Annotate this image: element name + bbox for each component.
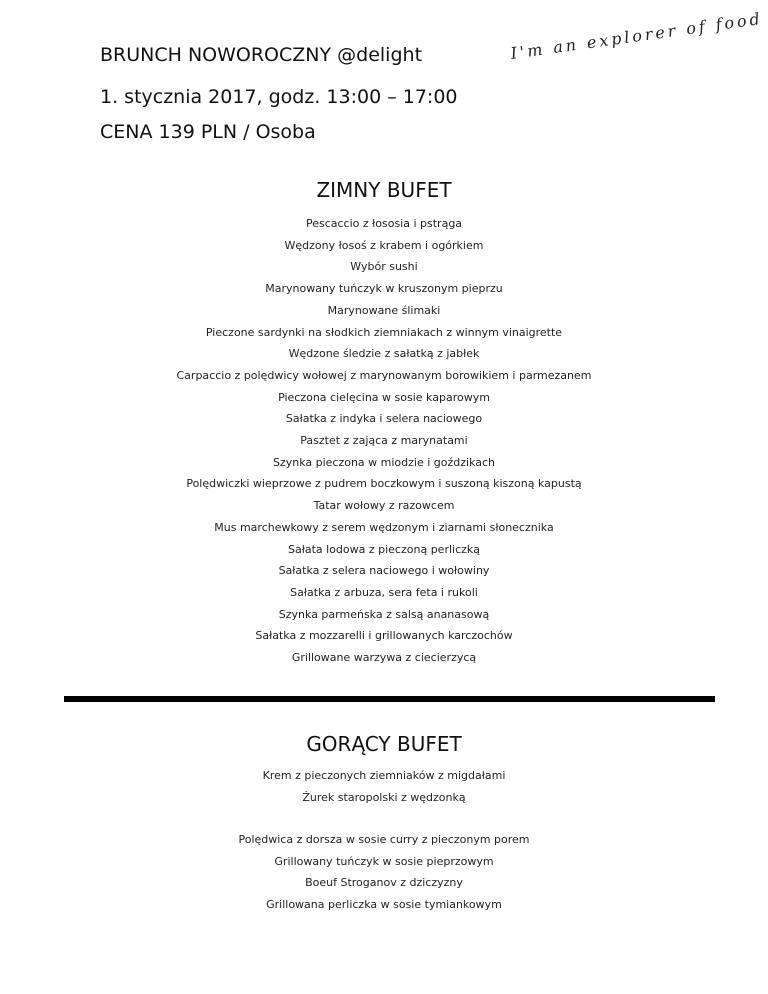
menu-item: Żurek staropolski z wędzonką (302, 790, 466, 804)
menu-item: Marynowany tuńczyk w kruszonym pieprzu (265, 282, 503, 296)
menu-item: Polędwica z dorsza w sosie curry z pieczonym porem (238, 833, 530, 846)
menu-item: Carpaccio z polędwicy wołowej z marynowanym borowikiem i parmezanem (176, 368, 592, 382)
event-price: CENA 139 PLN / Osoba (100, 121, 316, 143)
menu-item: Sałatka z mozzarelli i grillowanych karczochów (255, 629, 513, 643)
menu-item: Sałata lodowa z pieczoną perliczką (287, 542, 481, 556)
menu-item: Grillowany tuńczyk w sosie pieprzowym (274, 854, 494, 868)
menu-item: Grillowane warzywa z ciecierzycą (291, 651, 477, 665)
menu-item: Szynka parmeńska z salsą ananasową (278, 607, 490, 621)
handwritten-tagline: I'm an explorer of food (509, 8, 764, 64)
section-divider (64, 696, 715, 702)
menu-item: Sałatka z selera naciowego i wołowiny (278, 564, 490, 578)
menu-item: Mus marchewkowy z serem wędzonym i ziarnami słonecznika (214, 520, 554, 534)
menu-item: Wybór sushi (350, 260, 418, 274)
menu-item: Sałatka z arbuza, sera feta i rukoli (290, 585, 478, 599)
hot-buffet-title: GORĄCY BUFET (306, 732, 462, 756)
menu-item: Pasztet z zająca z marynatami (300, 434, 468, 448)
menu-item: Pieczona cielęcina w sosie kaparowym (278, 390, 490, 404)
menu-item: Szynka pieczona w miodzie i goździkach (272, 455, 496, 469)
menu-item: Grillowana perliczka w sosie tymiankowym (266, 898, 502, 912)
hot-buffet-mains (0, 829, 768, 916)
menu-item: Boeuf Stroganov z dziczyzny (305, 876, 463, 890)
event-date: 1. stycznia 2017, godz. 13:00 – 17:00 (100, 86, 458, 108)
hot-buffet-soups (0, 765, 768, 808)
menu-item: Sałatka z indyka i selera naciowego (285, 412, 483, 426)
cold-buffet-title: ZIMNY BUFET (316, 178, 452, 202)
menu-item: Tatar wołowy z razowcem (313, 499, 455, 513)
menu-item: Krem z pieczonych ziemniaków z migdałami (262, 769, 506, 782)
menu-item: Marynowane ślimaki (327, 303, 441, 317)
menu-item: Polędwiczki wieprzowe z pudrem boczkowym i suszoną kiszoną kapustą (186, 477, 582, 491)
menu-item: Pescaccio z łososia i pstrąga (305, 217, 463, 230)
menu-item: Wędzony łosoś z krabem i ogórkiem (284, 238, 484, 252)
menu-item: Pieczone sardynki na słodkich ziemniakach z winnym vinaigrette (205, 325, 563, 339)
menu-item: Wędzone śledzie z sałatką z jabłek (288, 347, 480, 361)
event-title: BRUNCH NOWOROCZNY @delight (100, 44, 423, 66)
cold-buffet-list (0, 213, 768, 669)
